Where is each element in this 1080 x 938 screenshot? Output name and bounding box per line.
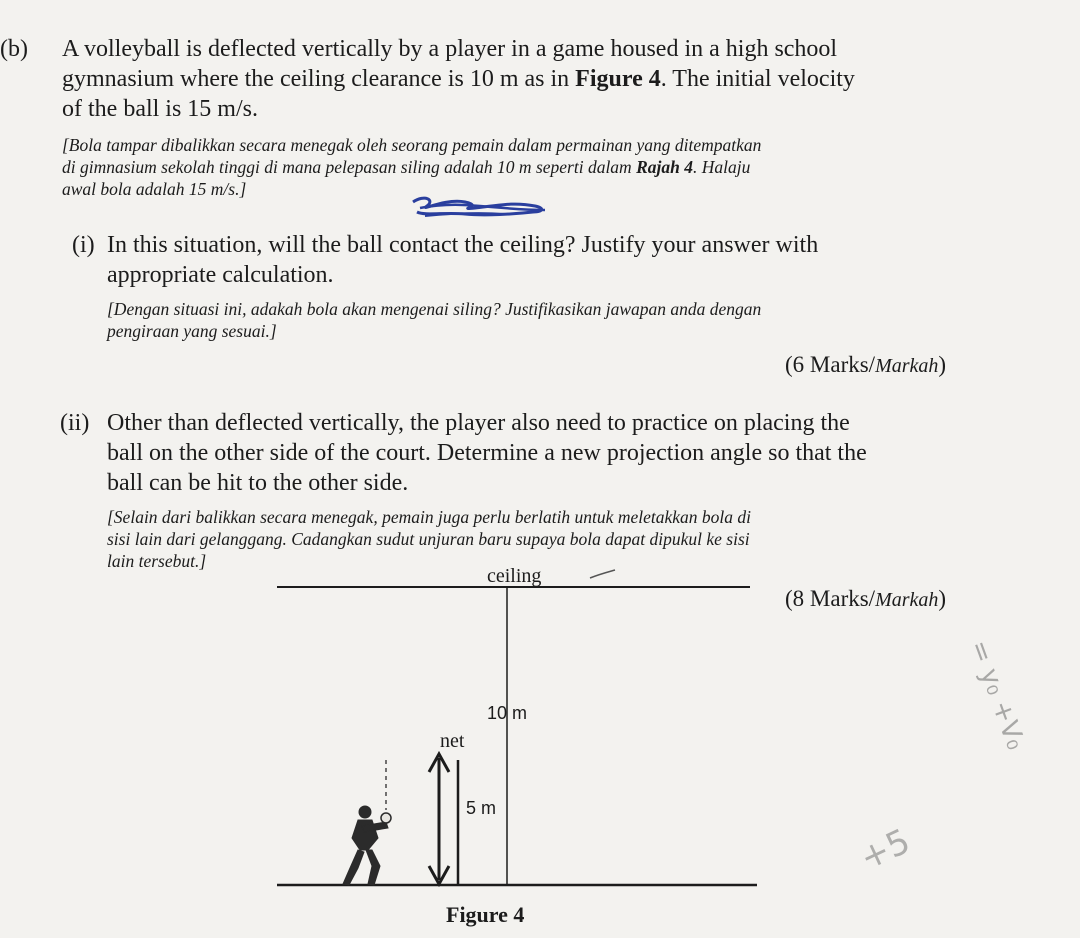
part-i-line-1: In this situation, will the ball contact the ceiling? Justify your answer with xyxy=(107,232,819,258)
question-b-line-1: A volleyball is deflected vertically by a player in a game housed in a high school xyxy=(62,36,838,62)
question-b-line-2: gymnasium where the ceiling clearance is 10 m as in Figure 4. The initial velocity xyxy=(62,66,855,92)
height-label: 10 m xyxy=(487,703,528,723)
part-ii-label: (ii) xyxy=(60,410,90,436)
part-ii-line-3: ball can be hit to the other side. xyxy=(107,470,409,496)
translation-b-line-3: awal bola adalah 15 m/s.] xyxy=(62,179,247,199)
part-i-translation-line-2: pengiraan yang sesuai.] xyxy=(107,321,277,341)
net-height-arrow xyxy=(429,754,449,884)
part-ii-translation-line-1: [Selain dari balikkan secara menegak, pemain juga perlu berlatih untuk meletakkan bola di xyxy=(107,507,751,527)
question-b-line-3: of the ball is 15 m/s. xyxy=(62,96,258,122)
part-i-marks: (6 Marks/Markah) xyxy=(785,352,947,377)
part-i-label: (i) xyxy=(72,232,95,258)
part-ii-line-1: Other than deflected vertically, the player also need to practice on placing the xyxy=(107,410,850,436)
ceiling-label: ceiling xyxy=(487,565,542,587)
part-ii-translation-line-3: lain tersebut.] xyxy=(107,551,207,571)
part-ii-marks: (8 Marks/Markah) xyxy=(785,586,947,611)
player-figure xyxy=(343,806,391,885)
part-ii-translation-line-2: sisi lain dari gelanggang. Cadangkan sudut unjuran baru supaya bola dapat dipukul ke sisi xyxy=(107,529,750,549)
figure-caption: Figure 4 xyxy=(446,902,525,927)
translation-b-line-1: [Bola tampar dibalikkan secara menegak oleh seorang pemain dalam permainan yang ditempatkan xyxy=(62,135,762,155)
translation-b-line-2: di gimnasium sekolah tinggi di mana pelepasan siling adalah 10 m seperti dalam Rajah 4. Halaju xyxy=(62,157,751,177)
part-ii-line-2: ball on the other side of the court. Determine a new projection angle so that the xyxy=(107,440,867,466)
net-label: net xyxy=(440,730,465,752)
part-i-line-2: appropriate calculation. xyxy=(107,262,334,288)
question-b-label: (b) xyxy=(0,36,28,62)
margin-scribble: = y₀ +V₀ xyxy=(963,636,1031,754)
net-height-label: 5 m xyxy=(466,798,497,818)
margin-scribble-2: +5 xyxy=(853,821,917,879)
part-i-translation-line-1: [Dengan situasi ini, adakah bola akan mengenai siling? Justifikasikan jawapan anda dengan xyxy=(107,299,762,319)
